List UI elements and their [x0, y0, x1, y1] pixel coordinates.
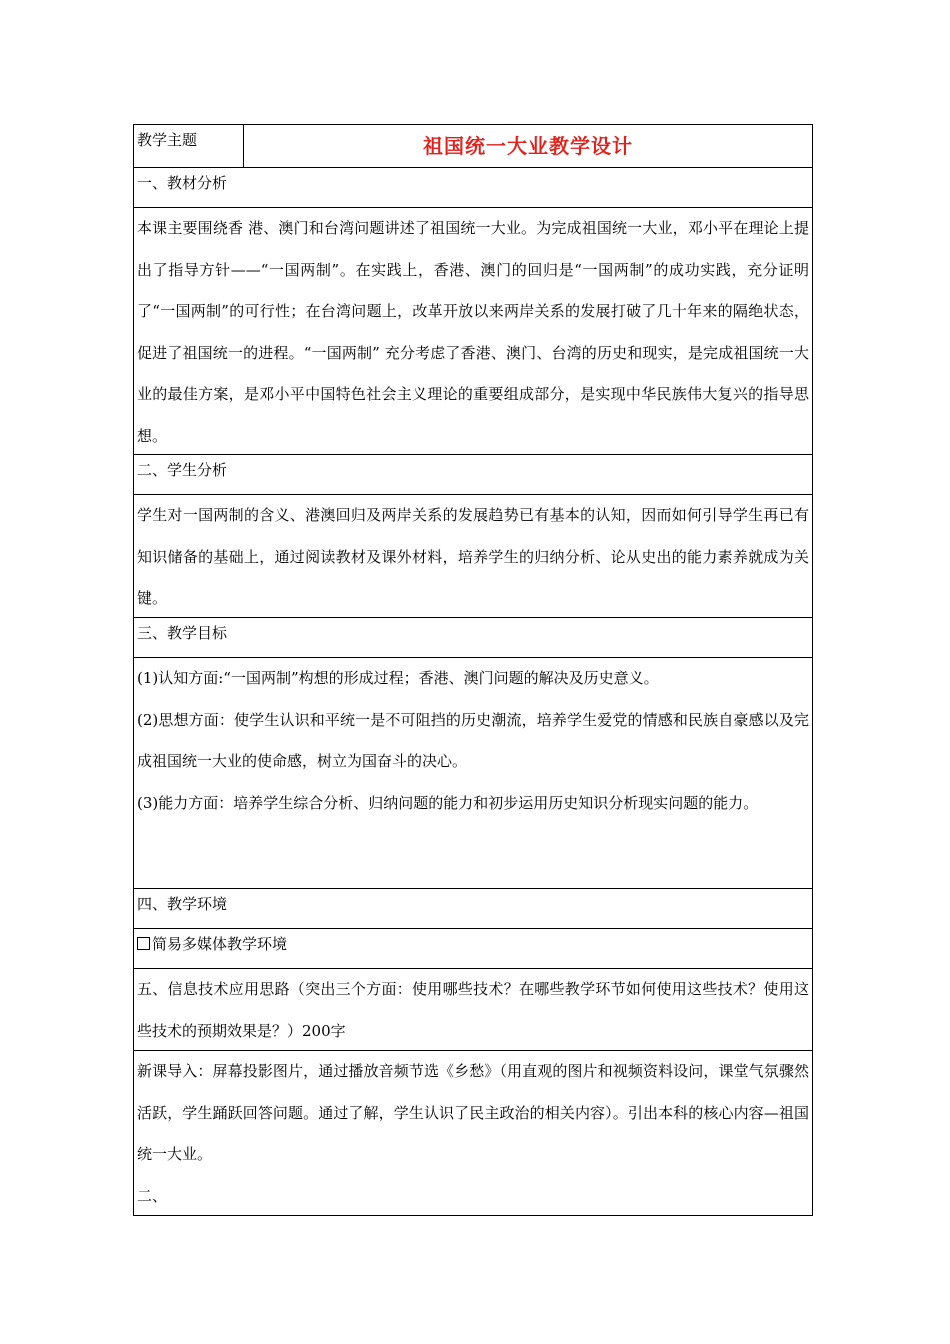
section6-next: 二、 — [137, 1186, 168, 1205]
section2-text: 学生对一国两制的含义、港澳回归及两岸关系的发展趋势已有基本的认知，因而如何引导学生再已有知识储备的基础上，通过阅读教材及课外材料，培养学生的归纳分析、论从史出的能力素养就成为关键。 — [134, 495, 812, 618]
section3-goals — [134, 658, 812, 889]
goal-item-2: (2)思想方面：使学生认识和平统一是不可阻挡的历史潮流，培养学生爱党的情感和民族自豪感以及完成祖国统一大业的使命感，树立为国奋斗的决心。 — [137, 710, 809, 770]
checkbox-icon[interactable] — [137, 937, 150, 950]
section6-content — [134, 1051, 812, 1215]
section4-heading: 四、教学环境 — [134, 889, 812, 929]
section5-heading: 五、信息技术应用思路（突出三个方面：使用哪些技术？在哪些教学环节如何使用这些技术？使用这些技术的预期效果是？）200字 — [134, 969, 812, 1051]
environment-label: 简易多媒体教学环境 — [152, 935, 288, 953]
lesson-plan-table — [133, 124, 813, 1216]
environment-option — [134, 929, 812, 969]
section2-heading: 二、学生分析 — [134, 455, 812, 495]
section6-text: 新课导入：屏幕投影图片，通过播放音频节选《乡愁》（用直观的图片和视频资料设问，课堂气氛骤然活跃，学生踊跃回答问题。通过了解，学生认识了民主政治的相关内容）。引出本科的核心内容—祖国统一大业。 — [137, 1062, 809, 1163]
goal-item-1: (1)认知方面:“一国两制”构想的形成过程；香港、澳门问题的解决及历史意义。 — [137, 669, 659, 687]
section1-heading: 一、教材分析 — [134, 168, 812, 208]
goal-item-3: (3)能力方面：培养学生综合分析、归纳问题的能力和初步运用历史知识分析现实问题的能力。 — [137, 793, 759, 812]
topic-label: 教学主题 — [134, 125, 244, 167]
section1-text: 本课主要围绕香 港、澳门和台湾问题讲述了祖国统一大业。为完成祖国统一大业，邓小平在理论上提出了指导方针——“一国两制”。在实践上，香港、澳门的回归是“一国两制”的成功实践，充分证明了“一国两制”的可行性；在台湾问题上，改革开放以来两岸关系的发展打破了几十年来的隔绝状态，促进了祖国统一的进程。“一国两制” 充分考虑了香港、澳门、台湾的历史和现实，是完成祖国统一大业的最佳方案，是邓小平中国特色社会主义理论的重要组成部分，是实现中华民族伟大复兴的指导思 想。 — [134, 208, 812, 455]
lesson-title: 祖国统一大业教学设计 — [423, 134, 633, 158]
title-row — [134, 125, 812, 168]
section3-heading: 三、教学目标 — [134, 618, 812, 658]
